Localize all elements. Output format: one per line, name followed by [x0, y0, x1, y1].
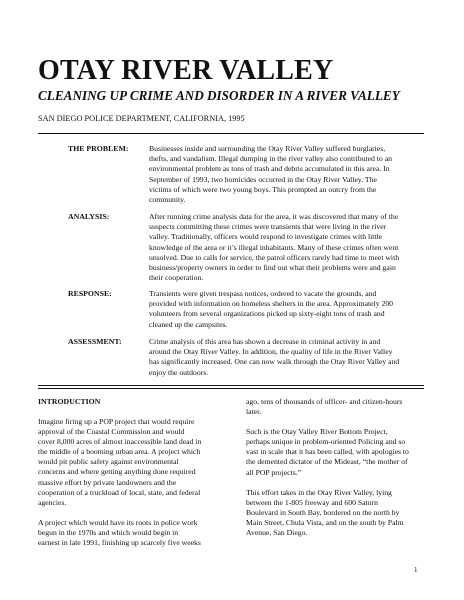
summary-text: After running crime analysis data for the area, it was discovered that many of the suspects committing these crimes were transients that were living in the river valley. Traditionally, officers would respond to investigate crimes with little knowledge of the area or it’s illegal inhabitants. Many of these crimes often went unsolved. Due to calls for service, the patrol officers rarely had time to meet with business/property owners in order to find out what their problems were and gain their cooperation.	[149, 212, 400, 283]
page-title: OTAY RIVER VALLEY	[38, 55, 334, 86]
header-divider	[38, 133, 424, 134]
body-paragraph: This effort takes in the Otay River Valley, lying between the 1-805 freeway and 600 Saturn Boulevard in South Bay, bordered on the north by Main Street, Chula Vista, and on the south by Palm Avenue, San Diego.	[246, 487, 404, 538]
body-column-left	[38, 397, 220, 558]
body-paragraph: Such is the Otay Valley River Bottom Project, perhaps unique in problem-oriented Policing and so vast in scale that it has been called, with apologies to the demented dictator of the Mideast, “the mother of all POP projects.”	[246, 427, 409, 477]
summary-text: Businesses inside and surrounding the Otay River Valley suffered burglaries, thefts, and vandalism. Illegal dumping in the river valley also contributed to an environmental problem as tons of trash and debris accumulated in this area. In September of 1993, two homicides occurred in the Otay River Valley. The victims of which were two young boys. This prompted an outcry from the community.	[149, 144, 392, 205]
summary-label: ASSESSMENT:	[68, 337, 122, 346]
summary-text: Crime analysis of this area has shown a decrease in criminal activity in and around the Otay River Valley. In addition, the quality of life in the River Valley has significantly increased. One can now walk through the Otay River Valley and enjoy the outdoors.	[149, 337, 400, 377]
summary-label: ANALYSIS:	[68, 212, 110, 221]
summary-divider-thin	[38, 388, 424, 389]
byline: SAN DIEGO POLICE DEPARTMENT, CALIFORNIA, 1995	[38, 114, 245, 123]
summary-text: Transients were given trespass notices, ordered to vacate the grounds, and provided with information on homeless shelters in the area. Approximately 200 volunteers from several organizations picked up sixty-eight tons of trash and cleaned up the campsites.	[149, 289, 394, 329]
page-number: 1	[414, 566, 418, 574]
body-paragraph: A project which would have its roots in police work begun in the 1970s and which would begin in earnest in late 1991, finishing up scarcely five weeks	[38, 517, 201, 548]
body-paragraph: ago, tens of thousands of officer- and citizen-hours later.	[246, 397, 403, 417]
summary-label: THE PROBLEM:	[68, 144, 129, 153]
summary-divider	[38, 385, 424, 386]
page-subtitle: CLEANING UP CRIME AND DISORDER IN A RIVER VALLEY	[38, 88, 400, 103]
section-heading-introduction: INTRODUCTION	[38, 397, 101, 406]
summary-label: RESPONSE:	[68, 289, 112, 298]
body-paragraph: Imagine firing up a POP project that would require approval of the Coastal Commission and would cover 8,000 acres of almost inaccessible land dead in the middle of a booming urban area. A project which would pit public safety against environmental concerns and where getting anything done required massive effort by private landowners and the cooperation of a truckload of local, state, and federal agencies.	[38, 417, 202, 507]
body-column-right	[246, 397, 426, 548]
